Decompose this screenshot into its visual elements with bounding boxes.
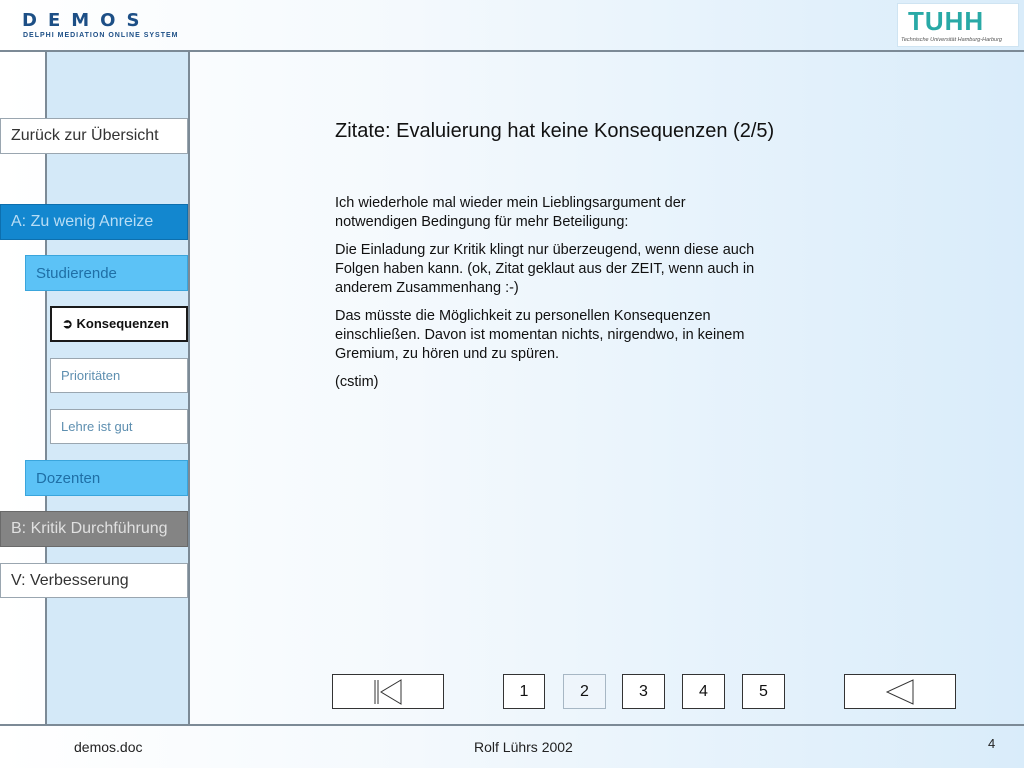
sidebar-item-dozenten[interactable]: Dozenten <box>25 460 188 496</box>
page-1-button[interactable]: 1 <box>503 674 545 709</box>
page-5-button[interactable]: 5 <box>742 674 785 709</box>
first-page-icon <box>371 678 405 706</box>
quote-paragraph-3: Das müsste die Möglichkeit zu personellen Konsequenzen einschließen. Davon ist momentan nichts, nirgendwo, in keinem Gremium, zu hören und zu spüren. <box>335 308 745 362</box>
sidebar-item-section-a[interactable]: A: Zu wenig Anreize <box>0 204 188 240</box>
footer-author: Rolf Lührs 2002 <box>474 739 573 755</box>
sidebar-item-lehre[interactable]: Lehre ist gut <box>50 409 188 444</box>
back-button[interactable] <box>844 674 956 709</box>
first-page-button[interactable] <box>332 674 444 709</box>
page-title: Zitate: Evaluierung hat keine Konsequenzen (2/5) <box>335 120 775 142</box>
back-to-overview-button[interactable]: Zurück zur Übersicht <box>0 118 188 154</box>
footer-divider <box>0 724 1024 726</box>
tuhh-logo-tagline: Technische Universität Hamburg-Harburg <box>901 37 1002 43</box>
sidebar-item-studierende[interactable]: Studierende <box>25 255 188 291</box>
quote-paragraph-1: Ich wiederhole mal wieder mein Lieblingsargument der notwendigen Bedingung für mehr Beteiligung: <box>335 195 686 230</box>
tuhh-logo <box>897 3 1019 47</box>
page-3-button[interactable]: 3 <box>622 674 665 709</box>
sidebar-item-section-v[interactable]: V: Verbesserung <box>0 563 188 598</box>
tuhh-logo-word: TUHH <box>908 6 985 36</box>
sidebar-item-section-b[interactable]: B: Kritik Durchführung <box>0 511 188 547</box>
quote-paragraph-2: Die Einladung zur Kritik klingt nur überzeugend, wenn diese auch Folgen haben kann. (ok, Zitat geklaut aus der ZEIT, wenn auch in anderem Zusammenhang :-) <box>335 242 755 296</box>
footer-page-number: 4 <box>988 736 996 751</box>
demos-logo <box>22 10 192 42</box>
demos-logo-tagline: DELPHI MEDIATION ONLINE SYSTEM <box>23 32 179 39</box>
footer-filename: demos.doc <box>74 739 143 755</box>
quote-author: (cstim) <box>335 374 379 390</box>
sidebar-item-prioritaeten[interactable]: Prioritäten <box>50 358 188 393</box>
sidebar-item-konsequenzen[interactable]: ➲ Konsequenzen <box>50 306 188 342</box>
back-triangle-icon <box>883 678 917 706</box>
page-4-button[interactable]: 4 <box>682 674 725 709</box>
page-2-button[interactable]: 2 <box>563 674 606 709</box>
demos-logo-word: DEMOS <box>22 10 151 31</box>
